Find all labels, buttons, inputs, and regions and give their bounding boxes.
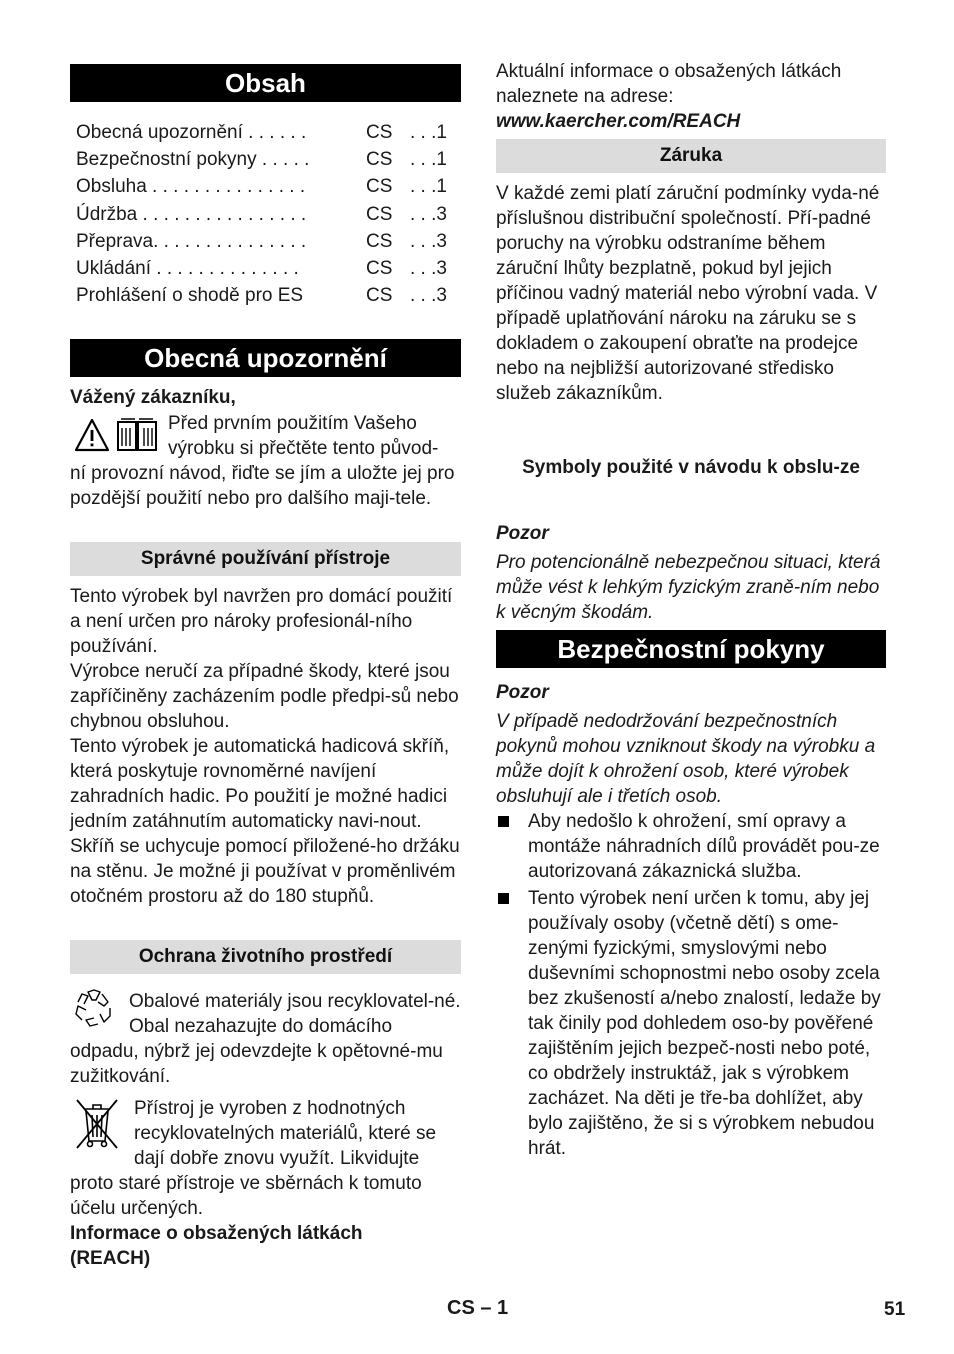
proper-use-paragraph-3: Tento výrobek je automatická hadicová skříň, která poskytuje rovnoměrné navíjení zahradních hadic. Po použití je možné hadici jedním zatáhnutím automaticky navi-nout. Skříň se uchycuje pomocí přiložené-ho držáku na stěnu. Je možné ji používat v proměnlivém otočném prostoru až do 180 stupňů. <box>70 736 460 907</box>
crossed-bin-icon <box>74 1097 120 1151</box>
warranty-text: V každé zemi platí záruční podmínky vyda-né příslušnou distribuční společností. Pří-padné poruchy na výrobku odstraníme během záruční lhůty bezplatně, pokud byl jejich příčinou vadný materiál nebo výrobní vada. V případě uplatňování nároku na záruku se s dokladem o zakoupení obraťte na prodejce nebo na nejbližší autorizované středisko služeb zákazníkům. <box>496 183 880 404</box>
toc-entry-lang: CS <box>366 203 393 225</box>
toc-entry-page: . . .1 <box>410 149 447 171</box>
symbols-heading: Symboly použité v návodu k obslu-ze <box>522 457 860 478</box>
safety-caution-text: V případě nedodržování bezpečnostních pokynů mohou vzniknout škody na výrobku a může dojít k ohrožení osob, které výrobek obsluhují ale i třetích osob. <box>496 711 876 807</box>
toc-entry[interactable] <box>76 146 456 173</box>
warning-triangle-icon <box>74 417 110 453</box>
greeting: Vážený zákazníku, <box>70 387 236 408</box>
toc-entry-lang: CS <box>366 285 393 307</box>
proper-use-paragraph-1: Tento výrobek byl navržen pro domácí použití a není určen pro nároky profesionál-ního používání. <box>70 586 453 657</box>
list-item-text: Tento výrobek není určen k tomu, aby jej používaly osoby (včetně dětí) s ome-zenými fyzickými, smyslovými nebo duševními schopnostmi nebo osoby zcela bez zkušeností a/nebo znalostí, ledaže by tak činily pod dohledem oso-by pověřené zajištěním jejich bezpeč-nosti nebo poté, co obdržely instruktáž, jak s výrobkem zacházet. Na děti je tře-ba dohlížet, aby bylo zajištěno, že si s výrobkem nebudou hrát. <box>528 888 881 1159</box>
toc-entry[interactable] <box>76 282 456 309</box>
reach-heading: Informace o obsažených látkách (REACH) <box>70 1223 363 1269</box>
toc-entry-page: . . .3 <box>410 203 447 225</box>
toc-entry-label: Údržba . . . . . . . . . . . . . . . . <box>76 203 307 225</box>
toc-entry-lang: CS <box>366 230 393 252</box>
intro-line-2: výrobku si přečtěte tento původ- <box>168 438 439 459</box>
toc-entry-label: Obsluha . . . . . . . . . . . . . . . <box>76 176 306 198</box>
list-item-text: Aby nedošlo k ohrožení, smí opravy a montáže náhradních dílů provádět pou-ze autorizovaná zákaznická služba. <box>528 811 880 882</box>
table-of-contents <box>76 119 456 309</box>
toc-entry-page: . . .3 <box>410 285 447 307</box>
recycle-icon <box>72 986 116 1030</box>
proper-use-paragraph-2: Výrobce neručí za případné škody, které jsou zapříčiněny zacházením podle předpi-sů nebo chybnou obsluhou. <box>70 661 459 732</box>
toc-entry-lang: CS <box>366 122 393 143</box>
proper-use-heading: Správné používání přístroje <box>70 542 461 576</box>
toc-entry[interactable] <box>76 173 456 200</box>
recycle-text: Obalové materiály jsou recyklovatel-né. Obal nezahazujte do domácího <box>129 991 461 1037</box>
intro-text: ní provozní návod, řiďte se jím a uložte jej pro pozdější použití nebo pro dalšího maji-tele. <box>70 463 455 509</box>
toc-entry-label: Ukládání . . . . . . . . . . . . . . <box>76 257 299 279</box>
toc-entry-page: . . .1 <box>410 122 447 143</box>
toc-entry[interactable] <box>76 228 456 255</box>
toc-entry-label: Obecná upozornění . . . . . . <box>76 122 307 143</box>
reach-text: Aktuální informace o obsažených látkách naleznete na adrese: <box>496 61 842 107</box>
toc-entry-page: . . .3 <box>410 230 447 252</box>
bullet-square-icon <box>498 816 509 827</box>
toc-entry-label: Bezpečnostní pokyny . . . . . <box>76 149 310 171</box>
general-notes-heading: Obecná upozornění <box>70 339 461 377</box>
toc-entry[interactable] <box>76 255 456 282</box>
toc-entry-lang: CS <box>366 176 393 198</box>
toc-entry-lang: CS <box>366 257 393 279</box>
warranty-heading: Záruka <box>496 139 886 173</box>
toc-entry-page: . . .3 <box>410 257 447 279</box>
manual-book-icon <box>114 416 160 454</box>
recycle-text-continued: odpadu, nýbrž jej odevzdejte k opětovné-mu zužitkování. <box>70 1041 443 1087</box>
reach-link[interactable]: www.kaercher.com/REACH <box>496 111 741 132</box>
environment-heading: Ochrana životního prostředí <box>70 940 461 974</box>
toc-heading: Obsah <box>70 64 461 102</box>
toc-entry-page: . . .1 <box>410 176 447 198</box>
weee-text-continued: proto staré přístroje ve sběrnách k tomuto účelu určených. <box>70 1173 422 1219</box>
toc-entry-label: Prohlášení o shodě pro ES <box>76 285 304 307</box>
bullet-square-icon <box>498 893 509 904</box>
toc-entry-label: Přeprava. . . . . . . . . . . . . . . <box>76 230 307 252</box>
toc-entry[interactable] <box>76 119 456 146</box>
symbols-caution-text: Pro potencionálně nebezpečnou situaci, která může vést k lehkým fyzickým zraně-ním nebo k věcným škodám. <box>496 552 881 623</box>
toc-entry-lang: CS <box>366 149 393 171</box>
toc-entry[interactable] <box>76 201 456 228</box>
footer-section-code: CS – 1 <box>447 1297 509 1319</box>
safety-heading: Bezpečnostní pokyny <box>496 630 886 668</box>
safety-caution-label: Pozor <box>496 682 549 703</box>
weee-text: Přístroj je vyroben z hodnotných recyklovatelných materiálů, které se dají dobře znovu využít. Likvidujte <box>134 1098 437 1169</box>
symbols-caution-label: Pozor <box>496 523 549 544</box>
page-number: 51 <box>884 1299 906 1320</box>
intro-line-1: Před prvním použitím Vašeho <box>168 413 417 434</box>
